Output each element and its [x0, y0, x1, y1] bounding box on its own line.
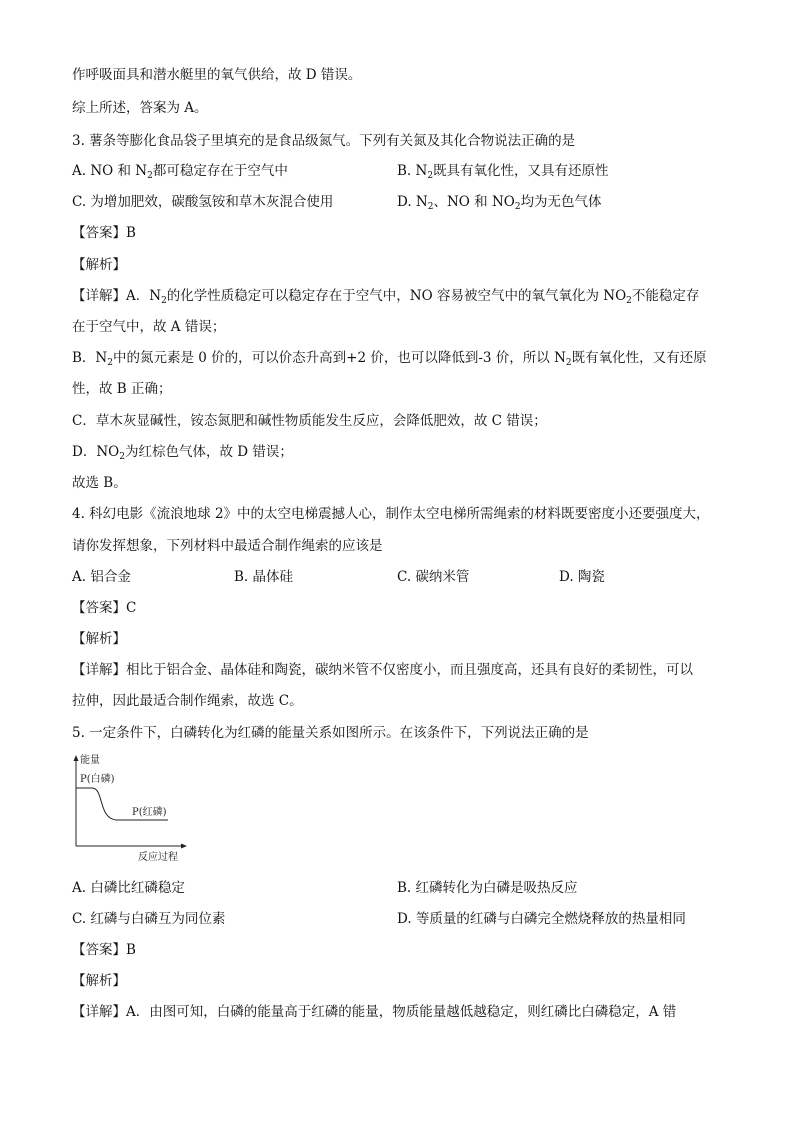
- y-axis-arrow: [74, 755, 79, 761]
- q5-option-c: C. 红磷与白磷互为同位素: [72, 911, 226, 927]
- question-5-stem: 5. 一定条件下，白磷转化为红磷的能量关系如图所示。在该条件下，下列说法正确的是: [72, 725, 589, 741]
- q3-detail-line: D．$NO_2$为红棕色气体，故 D 错误；: [72, 444, 293, 462]
- text-line: 综上所述，答案为 A。: [72, 100, 208, 116]
- q4-option-c: C. 碳纳米管: [397, 569, 470, 585]
- q3-detail-line: C．草木灰显碱性，铵态氮肥和碱性物质能发生反应，会降低肥效，故 C 错误；: [72, 413, 547, 429]
- red-phosphorus-label: P(红磷): [132, 807, 167, 818]
- q3-detail-line: B．$N_2$中的氮元素是 0 价的，可以价态升高到+2 价，也可以降低到-3 价，所以 $N_2$既有氧化性，又有还原: [72, 350, 707, 368]
- q5-option-b: B. 红磷转化为白磷是吸热反应: [397, 880, 578, 896]
- white-phosphorus-label: P(白磷): [80, 774, 115, 785]
- q4-option-b: B. 晶体硅: [234, 569, 294, 585]
- question-3-stem: 3. 薯条等膨化食品袋子里填充的是食品级氮气。下列有关氮及其化合物说法正确的是: [72, 133, 576, 149]
- q3-option-b: B. $N_2$既具有氧化性，又具有还原性: [397, 163, 609, 181]
- q3-answer: 【答案】B: [72, 225, 136, 241]
- text-line: 作呼吸面具和潜水艇里的氧气供给，故 D 错误。: [72, 67, 362, 83]
- q4-detail-line: 拉伸，因此最适合制作绳索，故选 C。: [72, 693, 303, 709]
- q5-answer: 【答案】B: [72, 942, 136, 958]
- y-axis-label: 能量: [80, 755, 100, 766]
- x-axis-label: 反应过程: [138, 852, 178, 863]
- q4-option-a: A. 铝合金: [72, 569, 131, 585]
- q3-detail-line: 【详解】A．$N_2$的化学性质稳定可以稳定存在于空气中，NO 容易被空气中的氧气氧化为 $NO_2$不能稳定存: [72, 288, 700, 306]
- q4-option-d: D. 陶瓷: [559, 569, 605, 585]
- q3-detail-line: 性，故 B 正确；: [72, 381, 172, 397]
- q5-option-a: A. 白磷比红磷稳定: [72, 880, 185, 896]
- q4-detail-line: 【详解】相比于铝合金、晶体硅和陶瓷，碳纳米管不仅密度小，而且强度高，还具有良好的柔韧性，可以: [72, 662, 693, 678]
- q3-conclusion: 故选 B。: [72, 475, 127, 491]
- q3-option-d: D. $N_2$、NO 和 $NO_2$均为无色气体: [397, 194, 602, 212]
- x-axis-arrow: [181, 844, 187, 849]
- q5-detail-line: 【详解】A．由图可知，白磷的能量高于红磷的能量，物质能量越低越稳定，则红磷比白磷稳定，A 错: [72, 1004, 677, 1020]
- q4-analysis-heading: 【解析】: [72, 631, 126, 647]
- question-4-stem: 请你发挥想象，下列材料中最适合制作绳索的应该是: [72, 538, 383, 554]
- q5-option-d: D. 等质量的红磷与白磷完全燃烧释放的热量相同: [397, 911, 686, 927]
- q3-option-a: A. NO 和 $N_2$都可稳定存在于空气中: [72, 163, 288, 181]
- energy-diagram: [70, 752, 190, 864]
- q5-analysis-heading: 【解析】: [72, 973, 126, 989]
- q3-option-c: C. 为增加肥效，碳酸氢铵和草木灰混合使用: [72, 194, 334, 210]
- question-4-stem: 4. 科幻电影《流浪地球 2》中的太空电梯震撼人心，制作太空电梯所需绳索的材料既要密度小还要强度大，: [72, 506, 710, 522]
- q3-detail-line: 在于空气中，故 A 错误；: [72, 319, 226, 335]
- q4-answer: 【答案】C: [72, 600, 137, 616]
- q3-analysis-heading: 【解析】: [72, 257, 126, 273]
